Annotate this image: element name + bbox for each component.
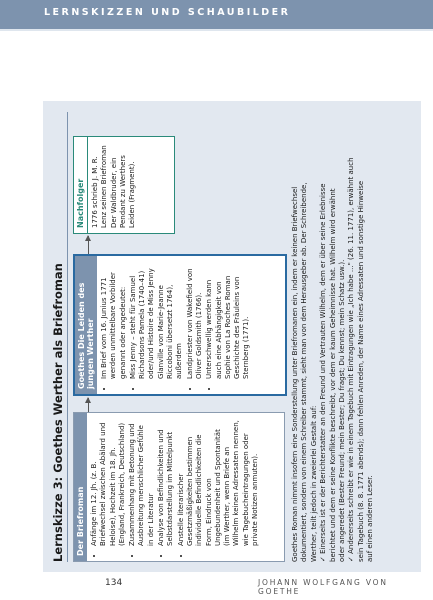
title-rule [67,112,68,562]
text-line: ✓ Einerseits ist er der Berichterstatter an den Freund und Vertrauten Wilhelm, dem er über seine Erlebnisse [319,183,328,562]
text-line: ✓ Andererseits schreibt er wie in einem Tagebuch mit Eintragungen wie „Ich habe ..." (26. 11. 1771), erwähnt auch [347,157,356,562]
goethe-werther-list [100,261,252,389]
list-item: • Analyse von Befindlichkeiten und Selbstdarstellung im Mittelpunkt [157,418,176,546]
list-item: • Im Brief vom 16. Junius 1771 werden unmittelbare Vorbilder genannt oder angedeutet: [100,261,128,379]
arrow-right-icon [88,398,89,412]
text-line: auf einen anderen Leser. [366,475,375,562]
rotated-sketch-content [43,101,421,572]
text-line: Goethes Roman nimmt insofern eine Sonderstellung unter Briefromanen ein, indem er keinen Briefwechsel [291,186,299,562]
book-title: JOHANN WOLFGANG VON GOETHE [258,578,388,596]
text-line: dokumentiert, sondern von einem Schreiber stammt, sieht man von dem Herausgeber ab. Der Schreibende, [300,182,309,562]
text-line: sein Tagebuch (8. 8. 1771 abends); dann fehlen Anreden, der Name eines Adressaten und sonstige Hinweise [356,180,365,562]
briefroman-heading: Der Briefroman [74,413,87,561]
nachfolger-heading: Nachfolger [74,137,88,233]
arrow-right-icon [88,236,89,254]
sketch-title: Lernskizze 3: Goethes Werther als Briefroman [51,263,65,562]
list-item: • Anfänge im 12. Jh. (z. B. Briefwechsel zwischen Abälard und Heloise), Hochzeit im 18. Jh. (England, Frankreich, Deutschland) [90,418,127,546]
briefroman-list [90,418,260,556]
goethe-werther-box [73,254,287,396]
list-item: • Landpriester von Wakefield von Oliver Goldsmith (1766). [186,261,205,379]
text-line: berichtet und dem er seine Konflikte beschreibt, vor dem er kaum Geheimnisse hat. Wilhelm wird erwähnt [328,188,337,562]
header-bar [0,0,433,31]
list-item: • Unterschwellig werden kann auch eine Abhängigkeit von Sophie von La Roches Roman Geschichte des Fräuleins von Sternberg (1771). [205,261,251,379]
text-line: Werther, teilt jedoch in zweierlei Gestalt auf: [309,405,318,562]
header-title: LERNSKIZZEN UND SCHAUBILDER [44,7,291,18]
nachfolger-text: 1776 schrieb J. M. R. Lenz seinen Briefroman Der Waldbruder, ein Pendant zu Werthers Leiden (Fragment). [91,145,137,228]
explanation-text [291,110,376,562]
goethe-werther-heading: Goethes Die Leiden des jungen Werther [75,256,97,394]
page-number: 134 [105,578,123,588]
list-item: • Miss Jenny – steht für Samuel Richardsons Pamela (1740–41) oder/und Histoire de Miss Jenny Glanville von Marie-Jeanne Riccoboni übersetzt 1764), außerdem [129,261,185,379]
list-item: • Zusammenhang mit Betonung und Ausbreitung menschlicher Gefühle in der Literatur [128,418,156,546]
list-item: • Anstelle literarischer Gesetzmäßigkeiten bestimmen individuelle Befindlichkeiten die Form, Eindruck von Ungebundenheit und Spontanität (im Werther, wenn Briefe an Wilhelm keinen Adressaten nennen, wie Tagebucheintragungen oder private Notizen anmuten). [177,418,261,546]
nachfolger-box [73,136,175,234]
text-line: oder angeredet (Bester Freund; mein Bester; Du fragst; Du kennst; mein Schatz usw.). [338,259,347,562]
briefroman-box [73,412,285,562]
